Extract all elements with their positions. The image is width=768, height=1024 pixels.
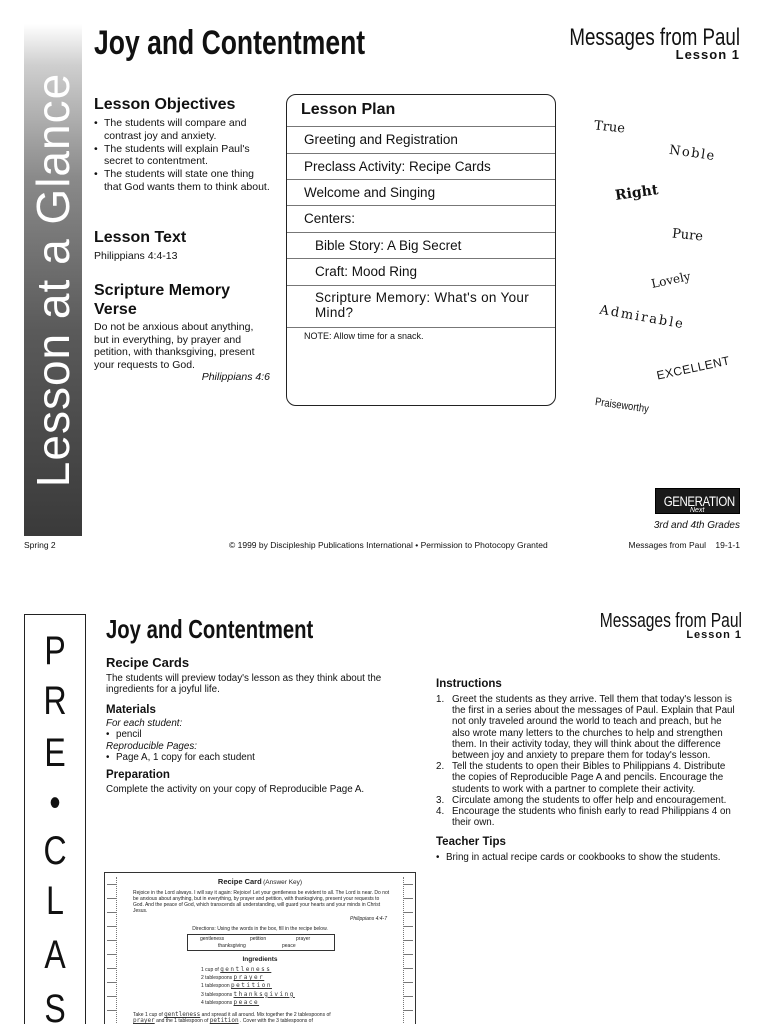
- teacher-tip-item: • Bring in actual recipe cards or cookbooks to show the students.: [436, 852, 741, 863]
- preclass-letter: R: [43, 679, 67, 723]
- lesson-text-heading: Lesson Text: [94, 229, 187, 246]
- word-praiseworthy: Praiseworthy: [594, 396, 650, 416]
- plan-row: Centers:: [287, 205, 555, 232]
- lesson-plan-heading: Lesson Plan: [301, 101, 396, 118]
- recipe-card-border-left: [107, 877, 117, 1024]
- activity-intro: The students will preview today's lesson as they think about the ingredients for a joyful life.: [106, 673, 382, 696]
- side-banner-text: Lesson at a Glance: [27, 72, 79, 488]
- series-title: Messages from Paul: [569, 24, 740, 51]
- ingredient-line: 1 cup of gentleness 2 tablespoons prayer 1 tablespoon petition 3 tablespoons thanksgiving 4 tablespoons peace: [201, 966, 295, 1006]
- word-admirable: Admirable: [598, 302, 686, 333]
- recipe-card-directions: Directions: Using the words in the box, fill in the recipe below.: [192, 926, 328, 932]
- word-box-item: gentleness: [200, 936, 225, 942]
- word-box-item: prayer: [296, 936, 311, 942]
- footer-left: Spring 2: [24, 540, 56, 550]
- plan-row: Welcome and Singing: [287, 179, 555, 205]
- lesson-objectives: [94, 96, 274, 194]
- preclass-letter: S: [44, 987, 66, 1024]
- logo-sub: Next: [690, 507, 705, 514]
- scripture-heading: [94, 281, 270, 319]
- preclass-letter: A: [44, 933, 66, 977]
- activity-heading: Recipe Cards: [106, 655, 190, 670]
- instruction-item: 2. Tell the students to open their Bibles to Philippians 4. Distribute the copies of Reproducible Page A and pencils. Encourage the students to work with a partner to complete their activity.: [436, 761, 726, 795]
- teacher-tips-heading: Teacher Tips: [436, 836, 506, 849]
- word-right: Right: [614, 182, 660, 204]
- recipe-card-passage: Rejoice in the Lord always. I will say it again: Rejoice! Let your gentleness be evident to all. The Lord is near. Do not be anxious about anything, but in everything, by prayer and petition, with thanksgiving, present your requests to God. And the peace of God, which transcends all understanding, will guard your hearts and your minds in Christ Jesus.: [133, 890, 390, 914]
- scripture-verse: Do not be anxious about anything, but in everything, by prayer and petition, with thanksgiving, present your requests to God.: [94, 321, 255, 371]
- objective-item: • The students will explain Paul's secret to contentment.: [94, 143, 274, 169]
- plan-note: NOTE: Allow time for a snack.: [304, 331, 424, 341]
- word-true: True: [593, 118, 626, 137]
- series-header-2: [522, 610, 742, 641]
- preparation-heading: Preparation: [106, 769, 170, 782]
- lesson-number: Lesson 1: [675, 47, 740, 62]
- series-title-2: Messages from Paul: [599, 610, 742, 632]
- materials-for-each: For each student:: [106, 717, 183, 729]
- instructions-section: [436, 678, 741, 864]
- objective-item: • The students will state one thing that God wants them to think about.: [94, 168, 274, 194]
- side-banner: [24, 24, 82, 536]
- page-title-2: Joy and Contentment: [106, 614, 314, 644]
- footer-center: © 1999 by Discipleship Publications International • Permission to Photocopy Granted: [229, 540, 548, 550]
- scripture-memory: [94, 281, 270, 384]
- preclass-letter: E: [44, 731, 66, 775]
- word-lovely: Lovely: [649, 269, 692, 291]
- scripture-reference: Philippians 4:6: [201, 371, 270, 384]
- word-box-item: petition: [250, 936, 267, 942]
- grade-label: 3rd and 4th Grades: [653, 520, 740, 531]
- instruction-item: 1. Greet the students as they arrive. Tell them that today's lesson is the first in a series about the messages of Paul. Explain that Paul not only traveled around the world to teach and preach, but he also wrote many letters to the churches to help and strengthen them. In their activity today, they will think about the difference between joy and anxiety to prepare them for today's lesson.: [436, 694, 735, 762]
- material-item: • pencil: [106, 729, 396, 740]
- recipe-card-ingredients-heading: Ingredients: [242, 956, 278, 963]
- logo-text: GENERATION: [663, 493, 735, 509]
- instruction-item: 4. Encourage the students who finish early to read Philippians 4 on their own.: [436, 806, 731, 829]
- lesson-number-2: Lesson 1: [686, 629, 742, 641]
- preparation-text: Complete the activity on your copy of Reproducible Page A.: [106, 784, 365, 796]
- materials-repro-label: Reproducible Pages:: [106, 740, 197, 752]
- plan-row: Bible Story: A Big Secret: [287, 232, 555, 258]
- recipe-card-border-right: [403, 877, 413, 1024]
- preclass-letter: C: [43, 829, 67, 873]
- word-pure: Pure: [671, 226, 704, 245]
- word-excellent: EXCELLENT: [655, 353, 732, 383]
- scripture-heading-line1: Scripture Memory: [94, 282, 231, 299]
- materials-heading: Materials: [106, 703, 156, 716]
- plan-row: Scripture Memory: What's on Your Mind?: [287, 285, 555, 327]
- instructions-heading: Instructions: [436, 678, 502, 690]
- lesson-text-reference: Philippians 4:4-13: [94, 250, 178, 262]
- preclass-letter: •: [49, 781, 61, 825]
- recipe-card-word-box: [187, 934, 335, 951]
- recipe-card-passage-ref: Philippians 4:4-7: [350, 916, 387, 922]
- footer-right: Messages from Paul 19-1-1: [628, 540, 740, 550]
- recipe-card-title: Recipe Card (Answer Key): [217, 877, 303, 886]
- preclass-letter: L: [46, 879, 64, 923]
- plan-divider: [287, 327, 555, 328]
- scripture-heading-line2: Verse: [94, 301, 137, 318]
- word-box-item: peace: [282, 943, 296, 949]
- objectives-heading: Lesson Objectives: [94, 96, 236, 113]
- plan-row: Preclass Activity: Recipe Cards: [287, 153, 555, 179]
- material-item: • Page A, 1 copy for each student: [106, 752, 396, 763]
- instruction-item: 3. Circulate among the students to offer help and encouragement.: [436, 794, 727, 806]
- series-header: [480, 24, 740, 62]
- activity-section: [106, 655, 396, 796]
- recipe-card-preview: [104, 872, 416, 1024]
- word-noble: Noble: [668, 142, 717, 165]
- recipe-card-method: Take 1 cup of gentleness and spread it all around. Mix together the 2 tablespoons of prayer and the 1 tablespoon of petition . Cover with the 3 tablespoons of: [133, 1011, 331, 1024]
- preclass-letter: P: [44, 629, 66, 673]
- lesson-plan-box: [286, 94, 556, 406]
- word-box-item: thanksgiving: [218, 943, 246, 949]
- lesson-text: [94, 229, 274, 263]
- plan-row: Greeting and Registration: [287, 126, 555, 153]
- page-title: Joy and Contentment: [94, 24, 366, 62]
- preclass-banner: [24, 614, 86, 1024]
- objective-item: • The students will compare and contrast joy and anxiety.: [94, 117, 274, 143]
- plan-row: Craft: Mood Ring: [287, 258, 555, 285]
